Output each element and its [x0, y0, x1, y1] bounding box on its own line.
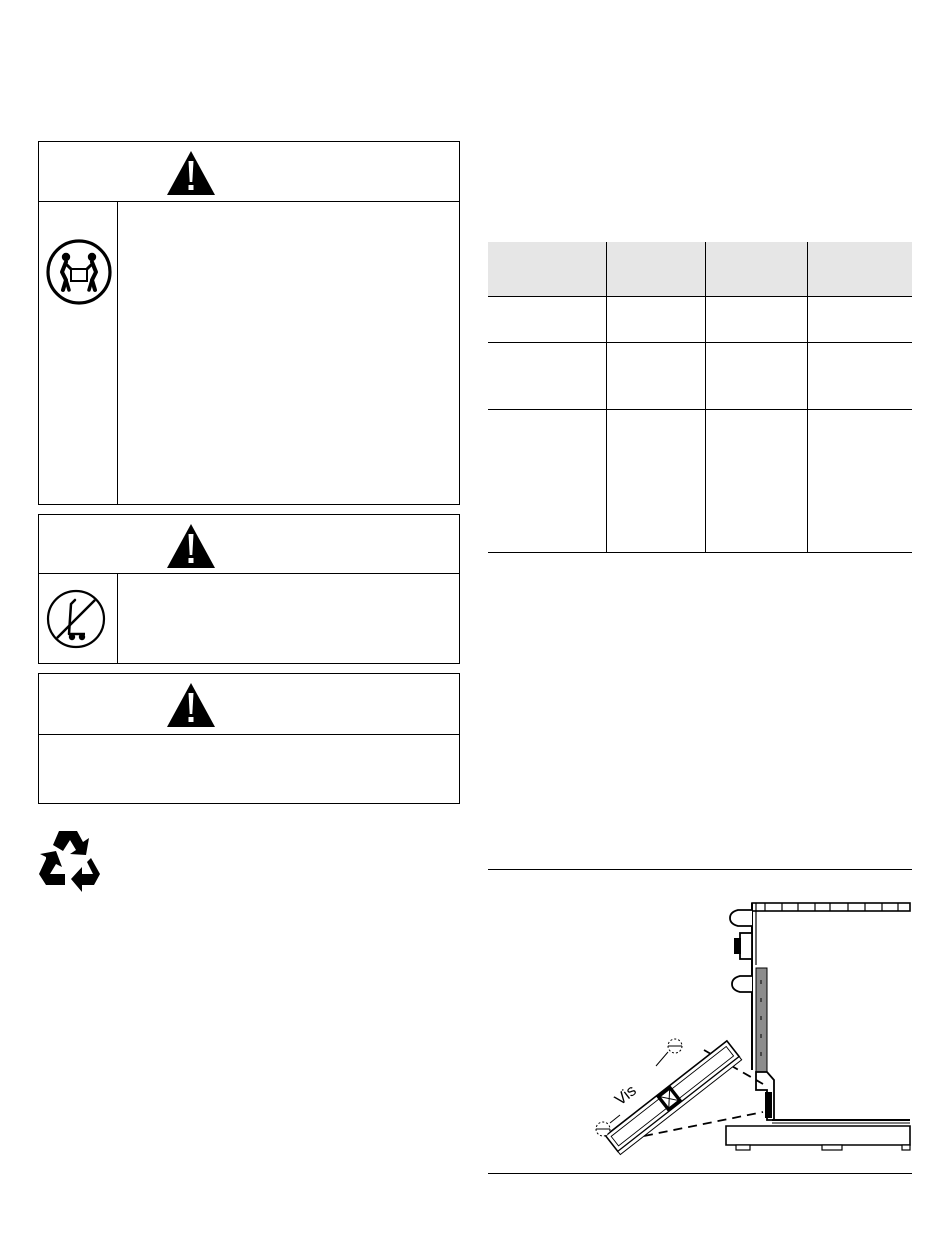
warning-triangle-icon: [166, 150, 216, 196]
two-person-lift-icon: [45, 238, 113, 306]
table-cell: [705, 297, 807, 343]
table-cell: [606, 297, 705, 343]
figure-bottom-rule: [488, 1173, 912, 1174]
warning-triangle-icon: [166, 682, 216, 728]
warning-triangle-icon: [166, 523, 216, 569]
table-cell: [488, 343, 606, 410]
table-cell: [606, 410, 705, 553]
warning-header: [39, 142, 459, 202]
table-header-cell: [606, 242, 705, 297]
table-cell: [606, 343, 705, 410]
table-cell: [488, 410, 606, 553]
table-cell: [807, 343, 912, 410]
warning-box-lift: [38, 141, 460, 505]
table-cell: [705, 343, 807, 410]
table-cell: [807, 410, 912, 553]
warning-header: [39, 515, 459, 574]
warning-box-hand-truck: [38, 514, 460, 664]
spec-table: [488, 242, 912, 553]
warning-text: [118, 574, 459, 663]
range-kick-plate-diagram: [560, 880, 920, 1170]
recycle-icon: [37, 827, 105, 897]
table-header-cell: [488, 242, 606, 297]
table-cell: [488, 297, 606, 343]
screw-callout-label: Vis: [611, 1082, 640, 1110]
no-hand-truck-icon: [45, 588, 107, 650]
table-cell: [705, 410, 807, 553]
table-row: [488, 297, 912, 343]
table-row: [488, 343, 912, 410]
warning-box-general: [38, 673, 460, 804]
table-row: [488, 410, 912, 553]
table-header-cell: [807, 242, 912, 297]
warning-text: [39, 735, 459, 803]
table-header-cell: [705, 242, 807, 297]
table-cell: [807, 297, 912, 343]
table-header-row: [488, 242, 912, 297]
warning-text: [118, 202, 459, 504]
figure-top-rule: [488, 869, 912, 870]
warning-header: [39, 674, 459, 735]
